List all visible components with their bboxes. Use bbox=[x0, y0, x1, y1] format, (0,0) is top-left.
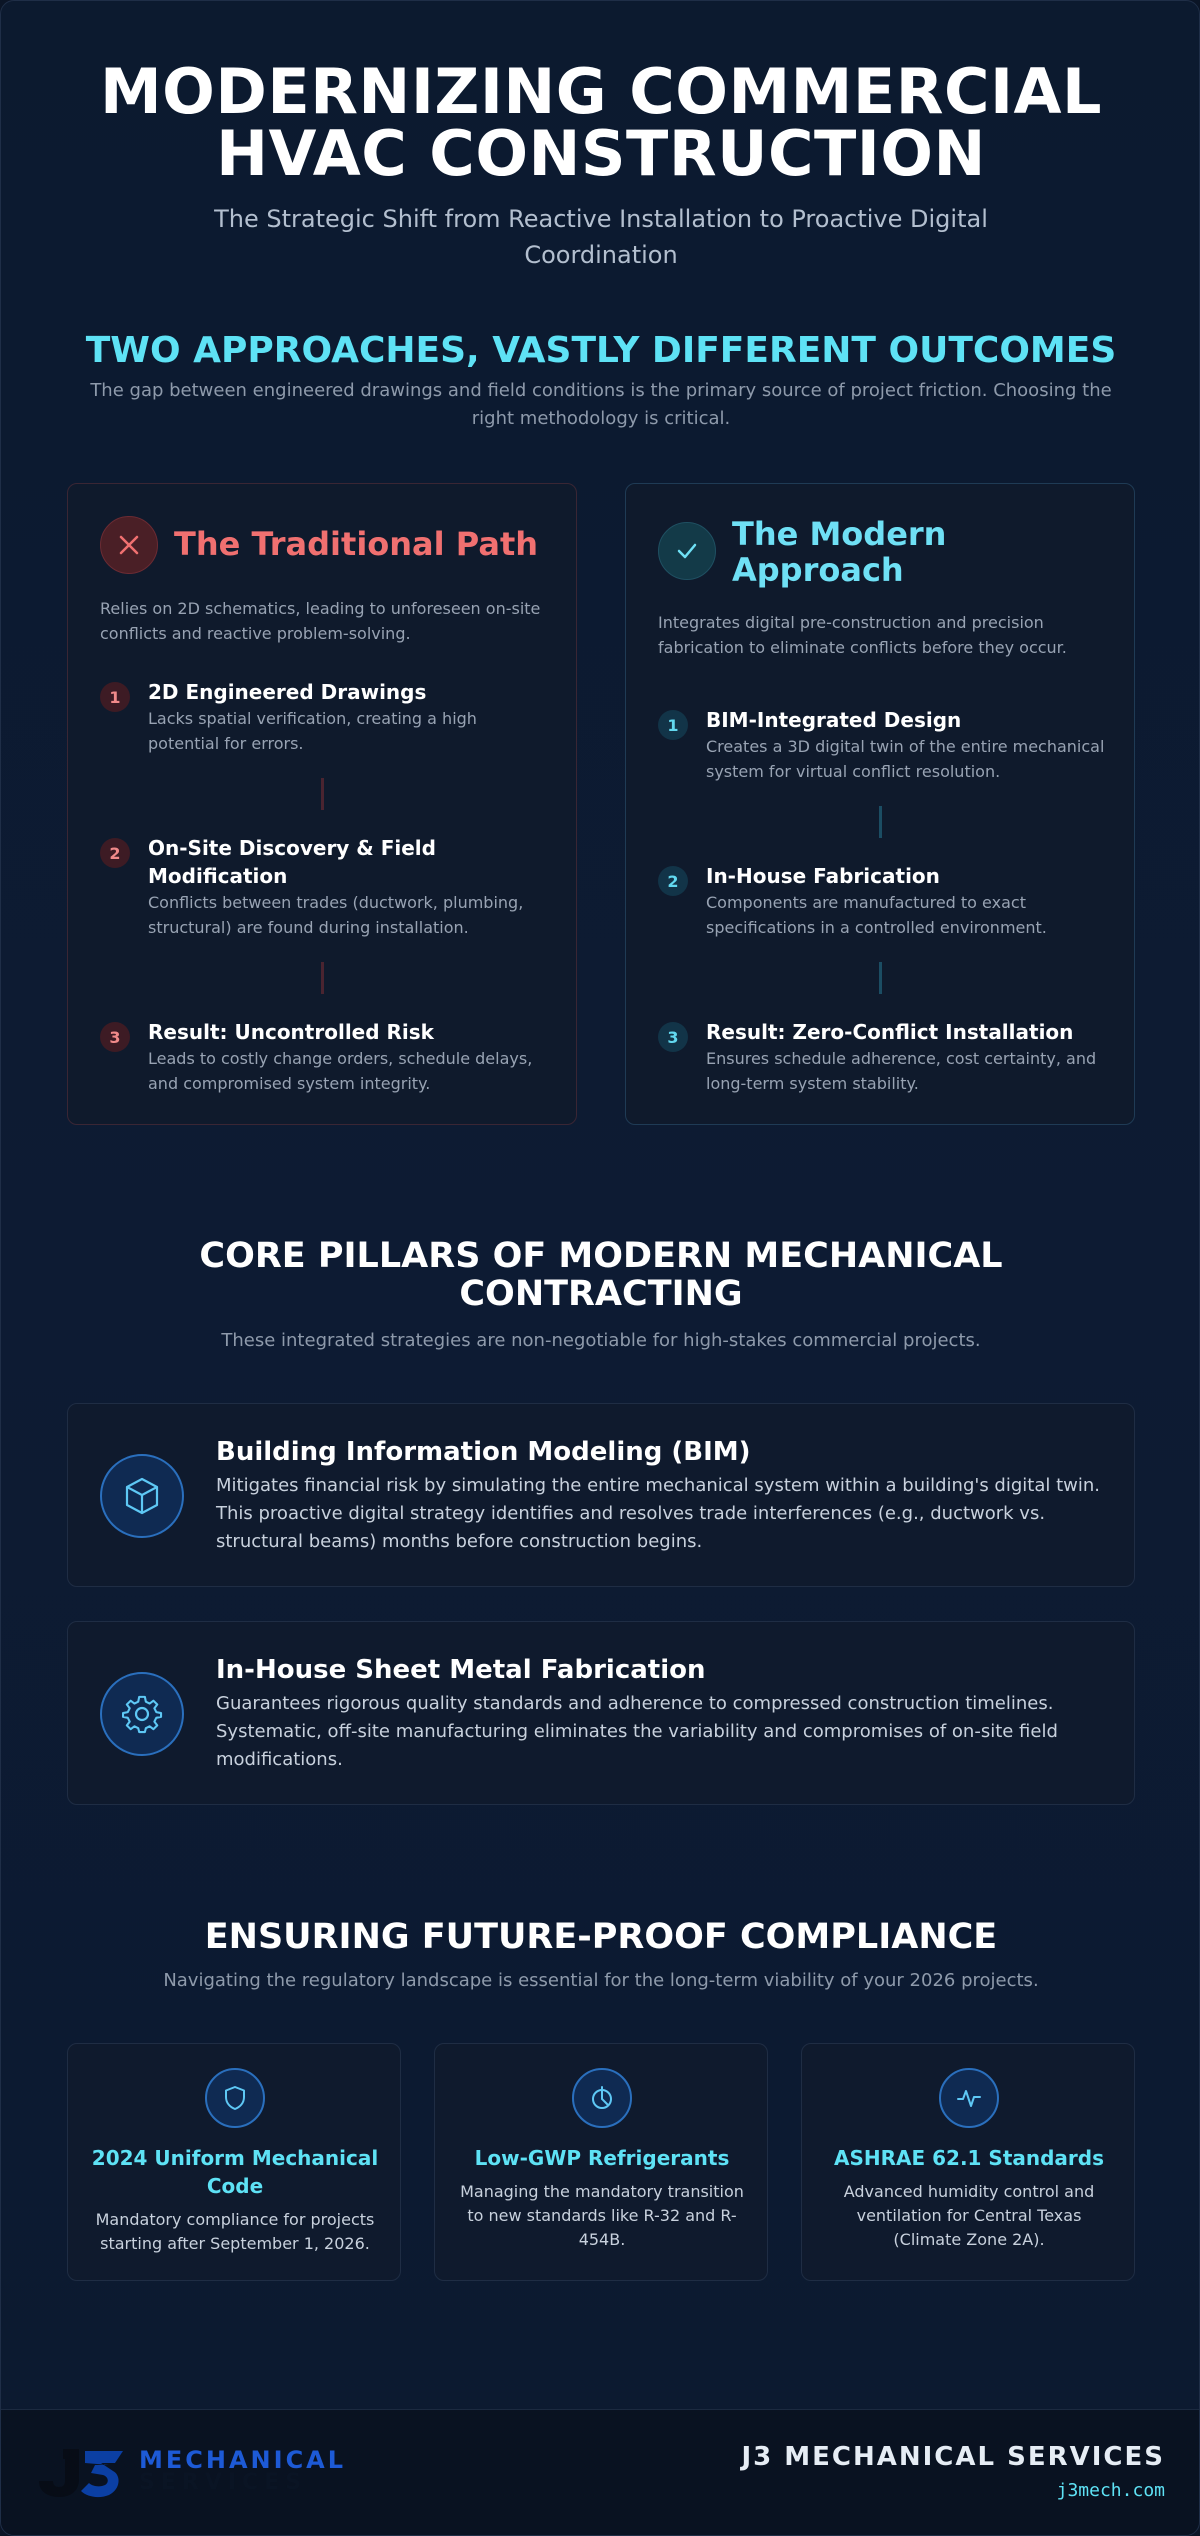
approaches-subtitle: The gap between engineered drawings and field conditions is the primary source of project friction. Choosing the right methodology is critical. bbox=[90, 380, 1112, 429]
refrigerant-icon bbox=[572, 2068, 632, 2128]
pillar-bim-desc: Mitigates financial risk by simulating the entire mechanical system within a building's digital twin. This proactive digital strategy identifies and resolves trade interferences (e.g., ductwork vs. structural beams) months before construction begins. bbox=[216, 1475, 1100, 1552]
modern-step-3-desc: Ensures schedule adherence, cost certainty, and long-term system stability. bbox=[706, 1049, 1097, 1093]
pillar-fabrication-desc: Guarantees rigorous quality standards and adherence to compressed construction timelines. Systematic, off-site manufacturing eliminates the variability and compromises of on-site field modifications. bbox=[216, 1693, 1058, 1770]
compliance-subtitle: Navigating the regulatory landscape is essential for the long-term viability of your 2026 projects. bbox=[163, 1970, 1039, 1991]
compliance-ashrae-title: ASHRAE 62.1 Standards bbox=[833, 2146, 1105, 2170]
traditional-step-3-title: Result: Uncontrolled Risk bbox=[148, 1020, 434, 1044]
traditional-heading: The Traditional Path bbox=[174, 525, 539, 563]
footer-company-name: J3 MECHANICAL SERVICES bbox=[741, 2442, 1165, 2472]
company-logo bbox=[35, 2441, 355, 2501]
step-connector bbox=[879, 962, 882, 994]
compliance-refrigerants-title: Low-GWP Refrigerants bbox=[474, 2146, 730, 2170]
check-icon bbox=[658, 522, 716, 580]
traditional-step-3-number: 3 bbox=[100, 1022, 130, 1052]
compliance-card-refrigerants bbox=[434, 2043, 768, 2281]
compliance-card-ashrae bbox=[801, 2043, 1135, 2281]
j3-logo-mark bbox=[35, 2441, 135, 2501]
approaches-title: TWO APPROACHES, VASTLY DIFFERENT OUTCOMES bbox=[85, 330, 1117, 371]
pillar-card-fabrication bbox=[67, 1621, 1135, 1805]
footer-website-link[interactable]: j3mech.com bbox=[1056, 2480, 1165, 2501]
pillars-subtitle: These integrated strategies are non-negotiable for high-stakes commercial projects. bbox=[221, 1330, 981, 1351]
page-title-line-1: MODERNIZING COMMERCIAL bbox=[99, 55, 1103, 128]
page-title-line-2: HVAC CONSTRUCTION bbox=[216, 117, 986, 190]
pillar-bim-title: Building Information Modeling (BIM) bbox=[216, 1437, 751, 1467]
traditional-step-1-number: 1 bbox=[100, 682, 130, 712]
step-connector bbox=[879, 806, 882, 838]
pillar-card-bim bbox=[67, 1403, 1135, 1587]
compliance-ashrae-desc: Advanced humidity control and ventilation for Central Texas (Climate Zone 2A). bbox=[843, 2182, 1095, 2249]
page-subtitle: The Strategic Shift from Reactive Installation to Proactive Digital Coordination bbox=[214, 205, 988, 269]
shield-icon bbox=[205, 2068, 265, 2128]
traditional-step-1-desc: Lacks spatial verification, creating a high potential for errors. bbox=[148, 709, 477, 753]
step-connector bbox=[321, 778, 324, 810]
traditional-description: Relies on 2D schematics, leading to unforeseen on-site conflicts and reactive problem-solving. bbox=[100, 599, 541, 643]
modern-step-3-number: 3 bbox=[658, 1022, 688, 1052]
x-icon bbox=[100, 516, 158, 574]
compliance-refrigerants-desc: Managing the mandatory transition to new standards like R-32 and R-454B. bbox=[460, 2182, 744, 2249]
traditional-step-2-title: On-Site Discovery & Field Modification bbox=[148, 836, 436, 888]
modern-step-2-desc: Components are manufactured to exact specifications in a controlled environment. bbox=[706, 893, 1047, 937]
pillar-fabrication-title: In-House Sheet Metal Fabrication bbox=[216, 1655, 706, 1685]
modern-step-2-title: In-House Fabrication bbox=[706, 864, 940, 888]
traditional-step-1-title: 2D Engineered Drawings bbox=[148, 680, 427, 704]
activity-icon bbox=[939, 2068, 999, 2128]
modern-step-2-number: 2 bbox=[658, 866, 688, 896]
modern-step-3-title: Result: Zero-Conflict Installation bbox=[706, 1020, 1074, 1044]
modern-step-1-title: BIM-Integrated Design bbox=[706, 708, 962, 732]
cube-icon bbox=[100, 1454, 184, 1538]
modern-step-1-desc: Creates a 3D digital twin of the entire mechanical system for virtual conflict resolution. bbox=[706, 737, 1105, 781]
gear-icon bbox=[100, 1672, 184, 1756]
modern-step-1-number: 1 bbox=[658, 710, 688, 740]
modern-heading: The Modern Approach bbox=[732, 515, 947, 589]
modern-description: Integrates digital pre-construction and precision fabrication to eliminate conflicts before they occur. bbox=[658, 613, 1067, 657]
logo-text-services: SERVICES bbox=[139, 2470, 308, 2495]
modern-approach-card bbox=[625, 483, 1135, 1125]
traditional-step-2-desc: Conflicts between trades (ductwork, plumbing, structural) are found during installation. bbox=[148, 893, 524, 937]
step-connector bbox=[321, 962, 324, 994]
traditional-step-3-desc: Leads to costly change orders, schedule delays, and compromised system integrity. bbox=[148, 1049, 533, 1093]
traditional-path-card bbox=[67, 483, 577, 1125]
compliance-title: ENSURING FUTURE-PROOF COMPLIANCE bbox=[204, 1917, 998, 1957]
logo-text-mechanical: MECHANICAL bbox=[139, 2446, 347, 2474]
page-title bbox=[1, 55, 1200, 190]
compliance-umc-title: 2024 Uniform Mechanical Code bbox=[91, 2146, 379, 2198]
pillars-title: CORE PILLARS OF MODERN MECHANICAL CONTRACTING bbox=[199, 1236, 1003, 1314]
compliance-card-umc bbox=[67, 2043, 401, 2281]
compliance-umc-desc: Mandatory compliance for projects starting after September 1, 2026. bbox=[95, 2210, 375, 2253]
traditional-step-2-number: 2 bbox=[100, 838, 130, 868]
